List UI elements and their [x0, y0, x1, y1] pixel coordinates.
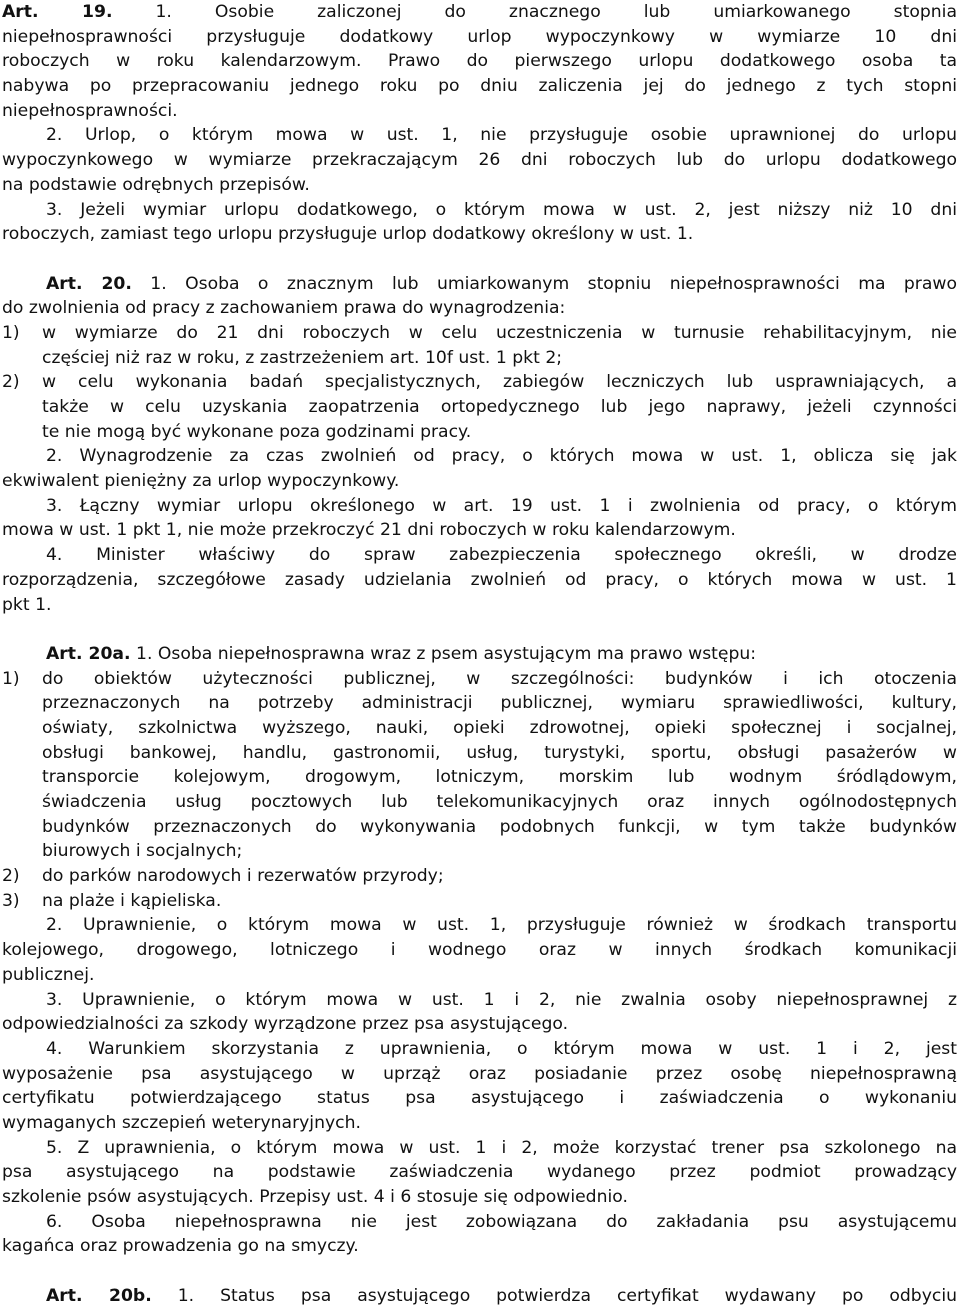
- spacer: [2, 247, 957, 272]
- art20-point-1: 1) w wymiarze do 21 dni roboczych w celu uczestniczenia w turnusie rehabilitacyjnym, nie: [2, 322, 957, 343]
- art19-line-4: nabywa po przepracowaniu jednego roku po dniu zaliczenia jej do jednego z tych stopni: [2, 76, 957, 97]
- art20b-heading: Art. 20b.: [46, 1285, 152, 1306]
- art19-line-6: 2. Urlop, o którym mowa w ust. 1, nie przysługuje osobie uprawnionej do urlopu: [46, 125, 957, 146]
- art20-point-2-cont-2: te nie mogą być wykonane poza godzinami pracy.: [42, 421, 472, 442]
- art19-line-3: roboczych w roku kalendarzowym. Prawo do pierwszego urlopu dodatkowego osoba ta: [2, 51, 957, 72]
- art19-heading: Art. 19.: [2, 2, 113, 22]
- art20a-line-15: 3. Uprawnienie, o którym mowa w ust. 1 i 2, nie zwalnia osoby niepełnosprawnej z: [46, 989, 957, 1010]
- art20a-line-20: wymaganych szczepień weterynaryjnych.: [2, 1112, 361, 1133]
- art20a-point-1-cont-3: obsługi bankowej, handlu, gastronomii, usług, turystyki, sportu, obsługi pasażerów w: [42, 742, 957, 763]
- art20-point-1-cont: częściej niż raz w roku, z zastrzeżeniem art. 10f ust. 1 pkt 2;: [42, 347, 563, 368]
- art20a-line-22: psa asystującego na podstawie zaświadczenia wydanego przez podmiot prowadzący: [2, 1162, 957, 1183]
- spacer: [2, 617, 957, 642]
- art20a-line-23: szkolenie psów asystujących. Przepisy ust. 4 i 6 stosuje się odpowiednio.: [2, 1187, 628, 1207]
- art20a-point-1-cont-2: oświaty, szkolnictwa wyższego, nauki, opieki zdrowotnej, opieki społecznej i socjalnej,: [42, 717, 957, 738]
- art19-line-5: niepełnosprawności.: [2, 100, 178, 121]
- art20-heading: Art. 20.: [46, 273, 132, 294]
- art20-line-1: Art. 20. 1. Osoba o znacznym lub umiarkowanym stopniu niepełnosprawności ma prawo: [46, 273, 957, 294]
- art20-line-2: do zwolnienia od pracy z zachowaniem prawa do wynagrodzenia:: [2, 298, 566, 319]
- art20a-point-1-cont-6: budynków przeznaczonych do wykonywania podobnych funkcji, w tym także budynków: [42, 816, 957, 837]
- art20a-point-2: 2) do parków narodowych i rezerwatów przyrody;: [2, 866, 444, 887]
- art20a-line-14: publicznej.: [2, 964, 95, 985]
- art20a-point-1-cont-1: przeznaczonych na potrzeby administracji publicznej, wymiaru sprawiedliwości, kultury,: [42, 693, 957, 714]
- art20-line-9: ekwiwalent pieniężny za urlop wypoczynkowy.: [2, 471, 400, 492]
- art19-line-1: Art. 19. 1. Osobie zaliczonej do znacznego lub umiarkowanego stopnia: [2, 2, 957, 22]
- art19-line-9: 3. Jeżeli wymiar urlopu dodatkowego, o którym mowa w ust. 2, jest niższy niż 10 dni: [46, 199, 957, 220]
- art20b-line-1: Art. 20b. 1. Status psa asystującego potwierdza certyfikat wydawany po odbyciu: [46, 1285, 957, 1306]
- art20a-line-21: 5. Z uprawnienia, o którym mowa w ust. 1 i 2, może korzystać trener psa szkolonego na: [46, 1137, 957, 1158]
- art20a-point-1-cont-5: świadczenia usług pocztowych lub telekomunikacyjnych oraz innych ogólnodostępnych: [42, 792, 957, 812]
- art20a-line-24: 6. Osoba niepełnosprawna nie jest zobowiązana do zakładania psu asystującemu: [46, 1211, 957, 1232]
- art20a-point-1: 1) do obiektów użyteczności publicznej, w szczególności: budynków i ich otoczenia: [2, 668, 957, 689]
- art19-line-10: roboczych, zamiast tego urlopu przysługuje urlop dodatkowy określony w ust. 1.: [2, 224, 694, 245]
- art20a-line-13: kolejowego, drogowego, lotniczego i wodnego oraz w innych środkach komunikacji: [2, 940, 957, 961]
- art20a-line-17: 4. Warunkiem skorzystania z uprawnienia, o którym mowa w ust. 1 i 2, jest: [46, 1038, 957, 1059]
- art20a-line-1: Art. 20a. 1. Osoba niepełnosprawna wraz z psem asystującym ma prawo wstępu:: [46, 643, 757, 664]
- art20a-line-12: 2. Uprawnienie, o którym mowa w ust. 1, przysługuje również w środkach transportu: [46, 915, 957, 936]
- art20a-point-3: 3) na plaże i kąpieliska.: [2, 890, 222, 911]
- art20a-line-19: certyfikatu potwierdzającego status psa asystującego i zaświadczenia o wykonaniu: [2, 1088, 957, 1109]
- art20a-line-16: odpowiedzialności za szkody wyrządzone przez psa asystującego.: [2, 1014, 569, 1035]
- art19-line-8: na podstawie odrębnych przepisów.: [2, 174, 310, 195]
- spacer: [2, 1259, 957, 1284]
- art20-line-14: pkt 1.: [2, 594, 52, 615]
- art20-point-2-cont-1: także w celu uzyskania zaopatrzenia ortopedycznego lub jego naprawy, jeżeli czynności: [42, 397, 957, 417]
- art20-line-12: 4. Minister właściwy do spraw zabezpieczenia społecznego określi, w drodze: [46, 545, 957, 566]
- art20a-line-25: kagańca oraz prowadzenia go na smyczy.: [2, 1236, 359, 1257]
- art20-line-8: 2. Wynagrodzenie za czas zwolnień od pracy, o których mowa w ust. 1, oblicza się jak: [46, 446, 957, 467]
- art19-line-7: wypoczynkowego w wymiarze przekraczającym 26 dni roboczych lub do urlopu dodatkowego: [2, 150, 957, 171]
- art20-point-2: 2) w celu wykonania badań specjalistycznych, zabiegów leczniczych lub usprawniających, a: [2, 372, 957, 393]
- art19-line-2: niepełnosprawności przysługuje dodatkowy urlop wypoczynkowy w wymiarze 10 dni: [2, 26, 957, 47]
- art20a-line-18: wyposażenie psa asystującego w uprząż oraz posiadanie przez osobę niepełnosprawną: [2, 1063, 957, 1084]
- art20-line-10: 3. Łączny wymiar urlopu określonego w art. 19 ust. 1 i zwolnienia od pracy, o którym: [46, 495, 957, 516]
- art20a-heading: Art. 20a.: [46, 643, 131, 664]
- art20-line-11: mowa w ust. 1 pkt 1, nie może przekroczyć 21 dni roboczych w roku kalendarzowym.: [2, 520, 736, 541]
- art20a-point-1-cont-7: biurowych i socjalnych;: [42, 841, 243, 862]
- art20a-point-1-cont-4: transporcie kolejowym, drogowym, lotniczym, morskim lub wodnym śródlądowym,: [42, 767, 957, 788]
- art20-line-13: rozporządzenia, szczegółowe zasady udzielania zwolnień od pracy, o których mowa w ust. 1: [2, 569, 957, 590]
